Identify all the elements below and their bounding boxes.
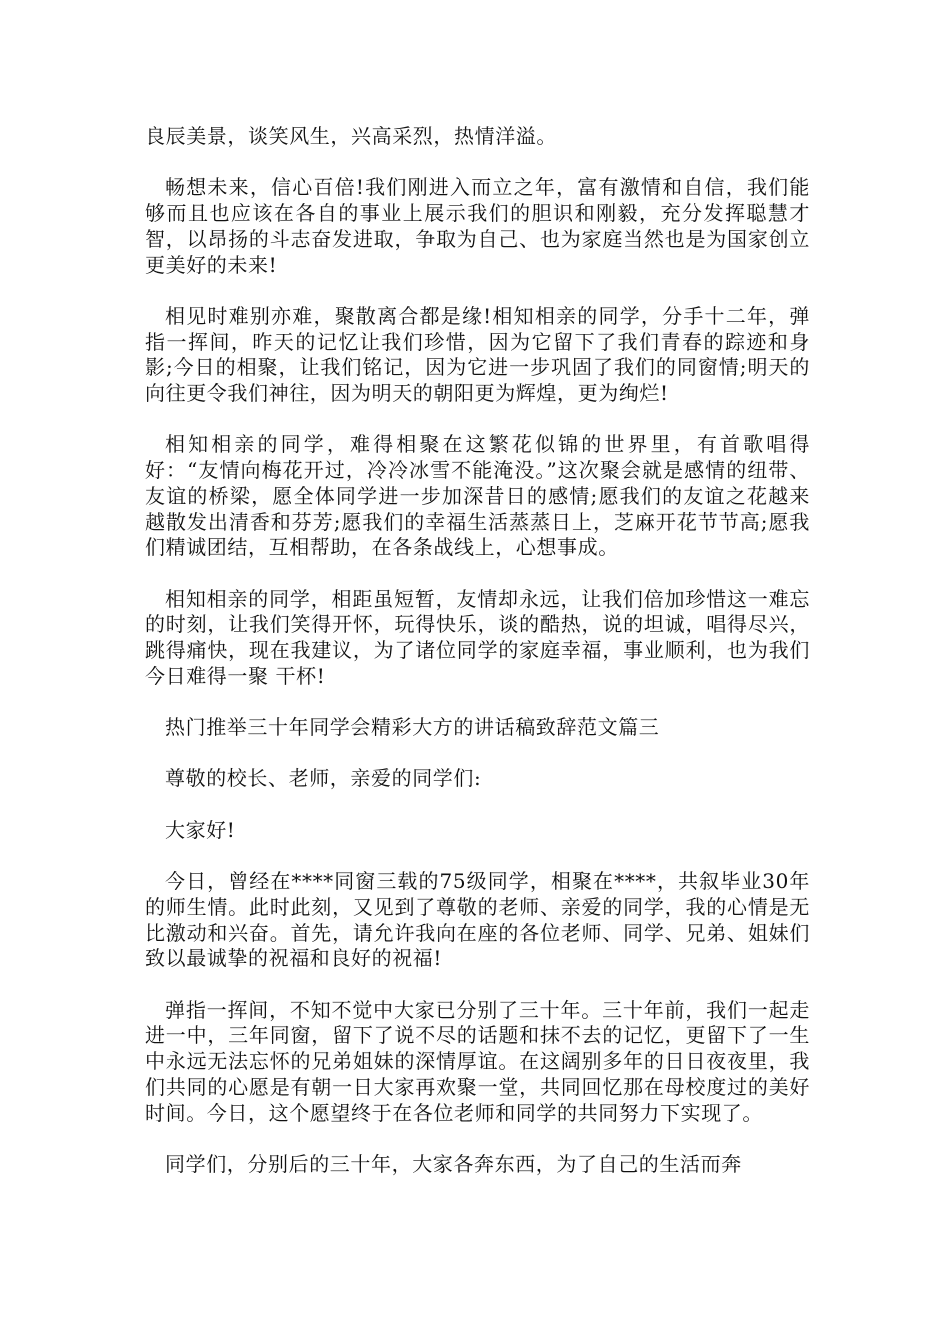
paragraph-9: 今日，曾经在****同窗三载的75级同学，相聚在****，共叙毕业30年的师生情。此时此刻，又见到了尊敬的老师、亲爱的同学，我的心情是无比激动和兴奋。首先，请允许我向在座的各位老师、同学、兄弟、姐妹们致以最诚挚的祝福和良好的祝福! <box>145 869 810 971</box>
paragraph-11: 同学们，分别后的三十年，大家各奔东西，为了自己的生活而奔 <box>165 1151 742 1176</box>
paragraph-4: 相知相亲的同学，难得相聚在这繁花似锦的世界里，有首歌唱得好：“友情向梅花开过，冷冷冰雪不能淹没。”这次聚会就是感情的纽带、友谊的桥梁，愿全体同学进一步加深昔日的感情;愿我们的友谊之花越来越散发出清香和芬芳;愿我们的幸福生活蒸蒸日上，芝麻开花节节高;愿我们精诚团结，互相帮助，在各条战线上，心想事成。 <box>145 432 810 560</box>
document-body <box>145 124 810 1203</box>
paragraph-3: 相见时难别亦难，聚散离合都是缘!相知相亲的同学，分手十二年，弹指一挥间，昨天的记忆让我们珍惜，因为它留下了我们青春的踪迹和身影;今日的相聚，让我们铭记，因为它进一步巩固了我们的同窗情;明天的向往更令我们神往，因为明天的朝阳更为辉煌，更为绚烂! <box>145 303 810 405</box>
section-heading: 热门推举三十年同学会精彩大方的讲话稿致辞范文篇三 <box>165 715 660 740</box>
paragraph-1: 良辰美景，谈笑风生，兴高采烈，热情洋溢。 <box>145 124 557 148</box>
greeting: 大家好! <box>165 817 236 842</box>
salutation: 尊敬的校长、老师，亲爱的同学们: <box>165 766 482 791</box>
paragraph-5: 相知相亲的同学，相距虽短暂，友情却永远，让我们倍加珍惜这一难忘的时刻，让我们笑得开怀，玩得快乐，谈的酷热，说的坦诚，唱得尽兴，跳得痛快，现在我建议，为了诸位同学的家庭幸福，事业顺利，也为我们今日难得一聚 干杯! <box>145 586 810 688</box>
paragraph-2: 畅想未来，信心百倍!我们刚进入而立之年，富有激情和自信，我们能够而且也应该在各自的事业上展示我们的胆识和刚毅，充分发挥聪慧才智，以昂扬的斗志奋发进取，争取为自己、也为家庭当然也是为国家创立更美好的未来! <box>145 175 810 277</box>
paragraph-10: 弹指一挥间，不知不觉中大家已分别了三十年。三十年前，我们一起走进一中，三年同窗，留下了说不尽的话题和抹不去的记忆，更留下了一生中永远无法忘怀的兄弟姐妹的深情厚谊。在这阔别多年的日日夜夜里，我们共同的心愿是有朝一日大家再欢聚一堂，共同回忆那在母校度过的美好时间。今日，这个愿望终于在各位老师和同学的共同努力下实现了。 <box>145 997 810 1125</box>
